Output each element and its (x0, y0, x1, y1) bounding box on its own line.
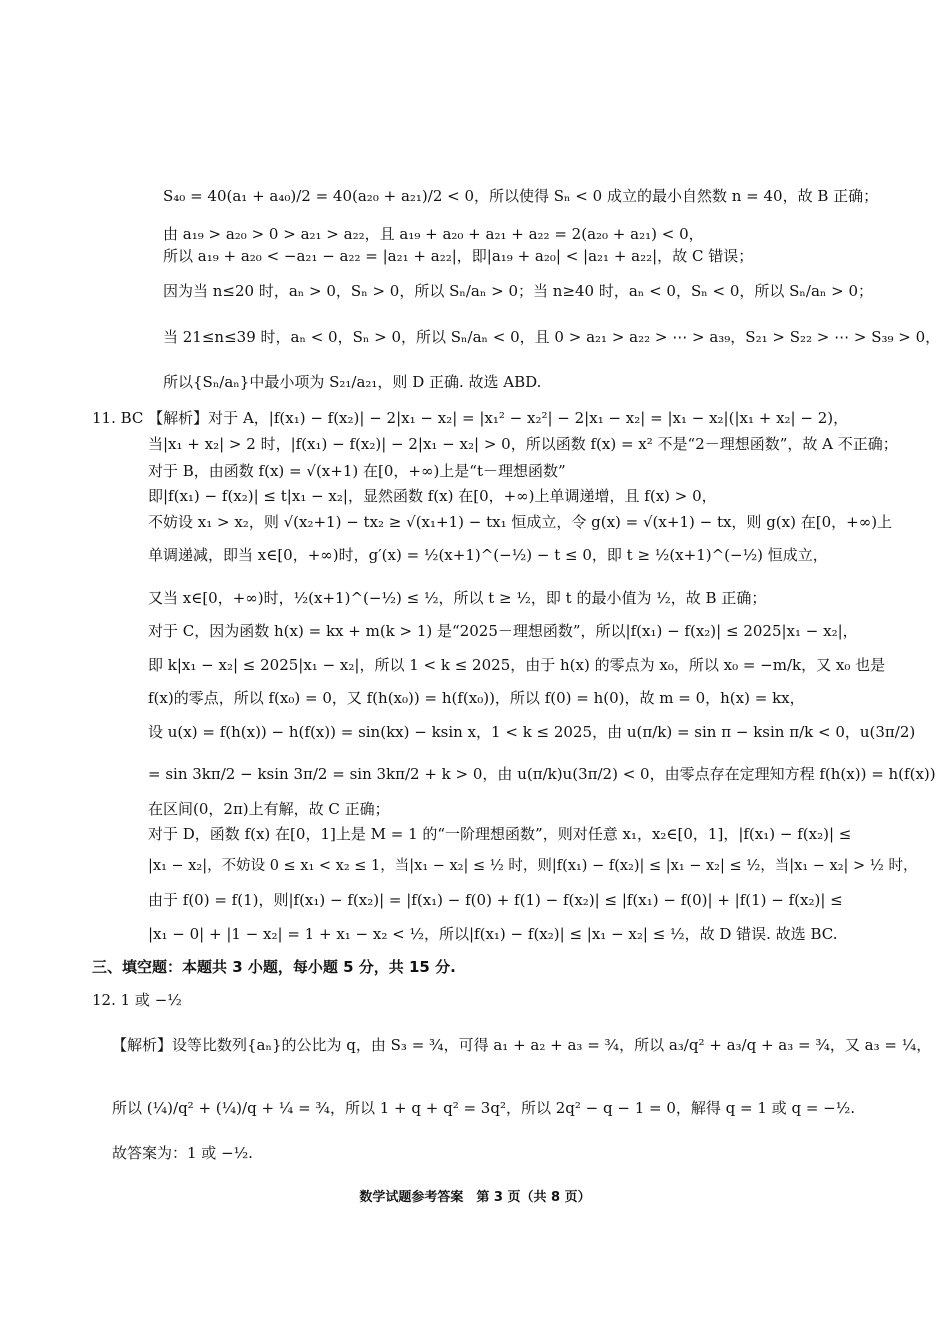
text-line: 由于 f(0) = f(1)，则|f(x₁) − f(x₂)| = |f(x₁) − f(0) + f(1) − f(x₂)| ≤ |f(x₁) − f(0)| + |f(1) − f(x₂)| ≤ (148, 891, 843, 909)
text-line: 所以 (¼)/q² + (¼)/q + ¼ = ¾，所以 1 + q + q² = 3q²，所以 2q² − q − 1 = 0，解得 q = 1 或 q = −½. (112, 1099, 856, 1117)
text-line: 11. BC 【解析】对于 A，|f(x₁) − f(x₂)| − 2|x₁ − x₂| = |x₁² − x₂²| − 2|x₁ − x₂| = |x₁ − x₂|(|x₁ + x₂| − 2)， (92, 409, 849, 427)
page-footer: 数学试题参考答案 第 3 页（共 8 页） (359, 1190, 591, 1205)
text-line: 即 k|x₁ − x₂| ≤ 2025|x₁ − x₂|，所以 1 < k ≤ 2025，由于 h(x) 的零点为 x₀，所以 x₀ = −m/k，又 x₀ 也是 (148, 656, 886, 674)
text-line: |x₁ − 0| + |1 − x₂| = 1 + x₁ − x₂ < ½，所以|f(x₁) − f(x₂)| ≤ |x₁ − x₂| ≤ ½，故 D 错误. 故选 BC. (148, 925, 838, 943)
text-line: 对于 C，因为函数 h(x) = kx + m(k > 1) 是“2025－理想函数”，所以|f(x₁) − f(x₂)| ≤ 2025|x₁ − x₂|， (148, 622, 858, 640)
text-line: 在区间(0，2π)上有解，故 C 正确； (148, 800, 390, 818)
text-line: 不妨设 x₁ > x₂，则 √(x₂+1) − tx₂ ≥ √(x₁+1) − tx₁ 恒成立，令 g(x) = √(x+1) − tx，则 g(x) 在[0，+∞)上 (148, 513, 893, 531)
text-line: 因为当 n≤20 时，aₙ > 0，Sₙ > 0，所以 Sₙ/aₙ > 0；当 n≥40 时，aₙ < 0，Sₙ < 0，所以 Sₙ/aₙ > 0； (163, 282, 874, 300)
text-line: 单调递减，即当 x∈[0，+∞)时，g′(x) = ½(x+1)^(−½) − t ≤ 0，即 t ≥ ½(x+1)^(−½) 恒成立， (148, 546, 828, 564)
text-line: = sin 3kπ/2 − ksin 3π/2 = sin 3kπ/2 + k > 0，由 u(π/k)u(3π/2) < 0，由零点存在定理知方程 f(h(x)) = h(f(x)) (148, 765, 936, 783)
text-line: 【解析】设等比数列{aₙ}的公比为 q，由 S₃ = ¾，可得 a₁ + a₂ + a₃ = ¾，所以 a₃/q² + a₃/q + a₃ = ¾，又 a₃ = ¼， (112, 1036, 932, 1054)
text-line: 对于 D，函数 f(x) 在[0，1]上是 M = 1 的“一阶理想函数”，则对任意 x₁，x₂∈[0，1]，|f(x₁) − f(x₂)| ≤ (148, 825, 852, 843)
section-heading: 三、填空题：本题共 3 小题，每小题 5 分，共 15 分. (92, 958, 456, 976)
text-line: S₄₀ = 40(a₁ + a₄₀)/2 = 40(a₂₀ + a₂₁)/2 < 0，所以使得 Sₙ < 0 成立的最小自然数 n = 40，故 B 正确； (163, 187, 879, 205)
text-line: 即|f(x₁) − f(x₂)| ≤ t|x₁ − x₂|，显然函数 f(x) 在[0，+∞)上单调递增，且 f(x) > 0， (148, 487, 717, 505)
text-line: 对于 B，由函数 f(x) = √(x+1) 在[0，+∞)上是“t－理想函数” (148, 462, 566, 480)
text-line: 所以 a₁₉ + a₂₀ < −a₂₁ − a₂₂ = |a₂₁ + a₂₂|，即|a₁₉ + a₂₀| < |a₂₁ + a₂₂|，故 C 错误； (163, 247, 754, 265)
text-line: 故答案为：1 或 −½. (112, 1144, 253, 1162)
answer-line: 12. 1 或 −½ (92, 991, 182, 1009)
text-line: 由 a₁₉ > a₂₀ > 0 > a₂₁ > a₂₂，且 a₁₉ + a₂₀ + a₂₁ + a₂₂ = 2(a₂₀ + a₂₁) < 0， (163, 225, 704, 243)
text-line: 当 21≤n≤39 时，aₙ < 0，Sₙ > 0，所以 Sₙ/aₙ < 0，且 0 > a₂₁ > a₂₂ > ⋯ > a₃₉，S₂₁ > S₂₂ > ⋯ > S₃₉ > 0， (163, 328, 941, 346)
text-line: 所以{Sₙ/aₙ}中最小项为 S₂₁/a₂₁，则 D 正确. 故选 ABD. (163, 373, 542, 391)
text-line: 当|x₁ + x₂| > 2 时，|f(x₁) − f(x₂)| − 2|x₁ − x₂| > 0，所以函数 f(x) = x² 不是“2－理想函数”，故 A 不正确； (148, 435, 898, 453)
text-line: 又当 x∈[0，+∞)时，½(x+1)^(−½) ≤ ½，所以 t ≥ ½，即 t 的最小值为 ½，故 B 正确； (148, 589, 767, 607)
text-line: 设 u(x) = f(h(x)) − h(f(x)) = sin(kx) − ksin x，1 < k ≤ 2025，由 u(π/k) = sin π − ksin π/k < 0，u(3π/2) (148, 723, 916, 741)
text-line: |x₁ − x₂|，不妨设 0 ≤ x₁ < x₂ ≤ 1，当|x₁ − x₂| ≤ ½ 时，则|f(x₁) − f(x₂)| ≤ |x₁ − x₂| ≤ ½，当|x₁ − x₂| > ½ 时， (148, 858, 918, 874)
text-line: f(x)的零点，所以 f(x₀) = 0，又 f(h(x₀)) = h(f(x₀))，所以 f(0) = h(0)，故 m = 0，h(x) = kx， (148, 689, 805, 707)
